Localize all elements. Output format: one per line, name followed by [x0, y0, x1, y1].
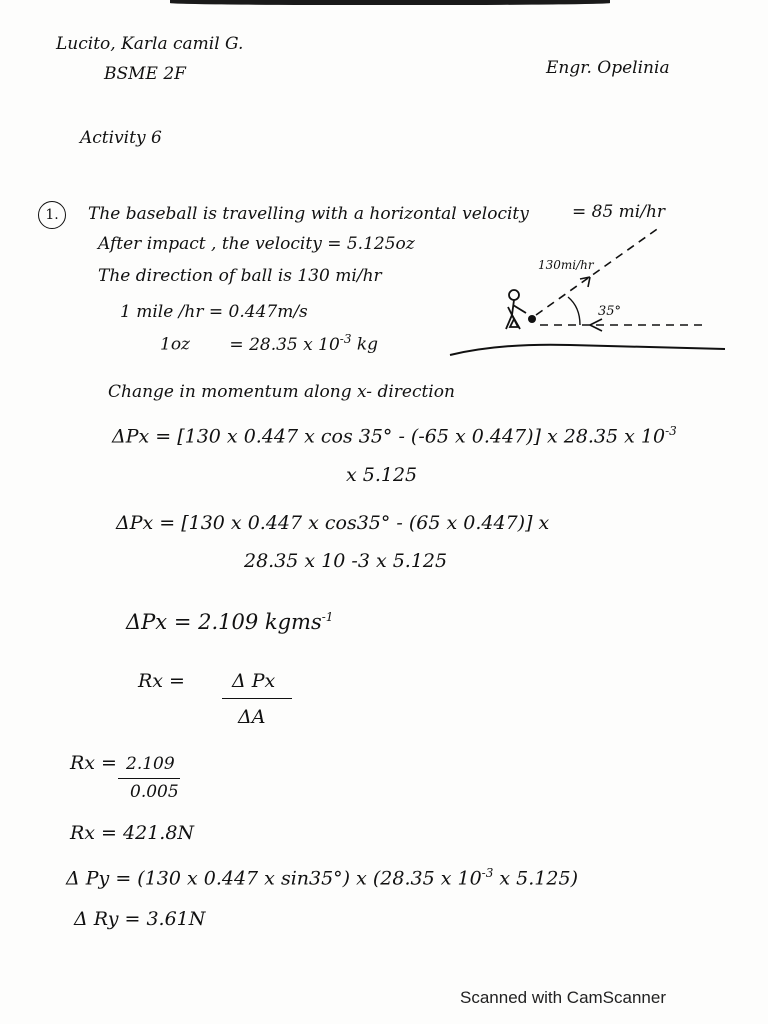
oz-label: 1oz [160, 334, 191, 355]
dpx-eq1-exponent: -3 [665, 424, 677, 438]
dpx-eq1-main: ΔPx = [130 x 0.447 x cos 35° - (-65 x 0.447)] x 28.35 x 10 [112, 425, 666, 448]
dry-result: Δ Ry = 3.61N [74, 908, 206, 930]
problem-line-1: The baseball is travelling with a horizontal velocity [88, 204, 529, 224]
rx-result: Rx = 421.8N [70, 822, 195, 844]
dpy-equation [66, 866, 578, 889]
dpx-equation-2: ΔPx = [130 x 0.447 x cos35° - (65 x 0.447)] x [116, 512, 550, 534]
impact-diagram-svg [440, 215, 740, 365]
rx-formula-denominator: ΔA [238, 706, 266, 728]
diagram-speed-label: 130mi/hr [538, 258, 594, 272]
rx-formula-fraction-bar [222, 698, 292, 699]
dpx-result [126, 610, 333, 634]
ground-line [450, 345, 725, 355]
rx-formula-lhs: Rx = [138, 670, 185, 692]
oz-conversion: = 28.35 x 10 [229, 334, 340, 355]
problem-line-5 [160, 332, 378, 355]
dpx-equation-2-cont: 28.35 x 10 -3 x 5.125 [244, 550, 448, 572]
dpx-result-value: ΔPx = 2.109 kgms [126, 610, 322, 634]
page-top-edge [170, 0, 610, 5]
section: BSME 2F [104, 64, 186, 84]
dpy-eq-exponent: -3 [481, 866, 494, 880]
activity-title: Activity 6 [80, 128, 162, 148]
dpy-eq-main: Δ Py = (130 x 0.447 x sin35°) x (28.35 x 10 [66, 867, 482, 890]
dpx-equation-1-cont: x 5.125 [346, 464, 418, 486]
problem-number: 1. [38, 201, 66, 229]
problem-line-1-value: = 85 mi/hr [572, 202, 666, 222]
rx-formula-numerator: Δ Px [232, 670, 276, 692]
camscanner-watermark: Scanned with CamScanner [460, 988, 667, 1007]
momentum-heading: Change in momentum along x- direction [108, 382, 455, 402]
oz-unit: kg [356, 334, 379, 355]
dpx-result-exponent: -1 [321, 610, 334, 624]
problem-line-3: The direction of ball is 130 mi/hr [98, 266, 382, 286]
impact-diagram [440, 215, 740, 365]
rx-sub-denominator: 0.005 [130, 782, 179, 802]
rx-sub-lhs: Rx = [70, 752, 117, 774]
problem-line-4: 1 mile /hr = 0.447m/s [120, 302, 308, 322]
angle-arc [568, 297, 580, 325]
batter-figure [506, 290, 526, 329]
rx-sub-numerator: 2.109 [126, 754, 175, 774]
instructor: Engr. Opelinia [546, 58, 670, 78]
problem-line-2: After impact , the velocity = 5.125oz [98, 234, 415, 254]
baseball [528, 315, 536, 323]
diagram-angle-label: 35° [598, 304, 622, 319]
rx-sub-fraction-bar [118, 778, 180, 779]
student-name: Lucito, Karla camil G. [56, 34, 244, 54]
dpy-eq-tail: x 5.125) [499, 867, 578, 890]
oz-exponent: -3 [339, 332, 352, 346]
dpx-equation-1 [112, 424, 677, 447]
